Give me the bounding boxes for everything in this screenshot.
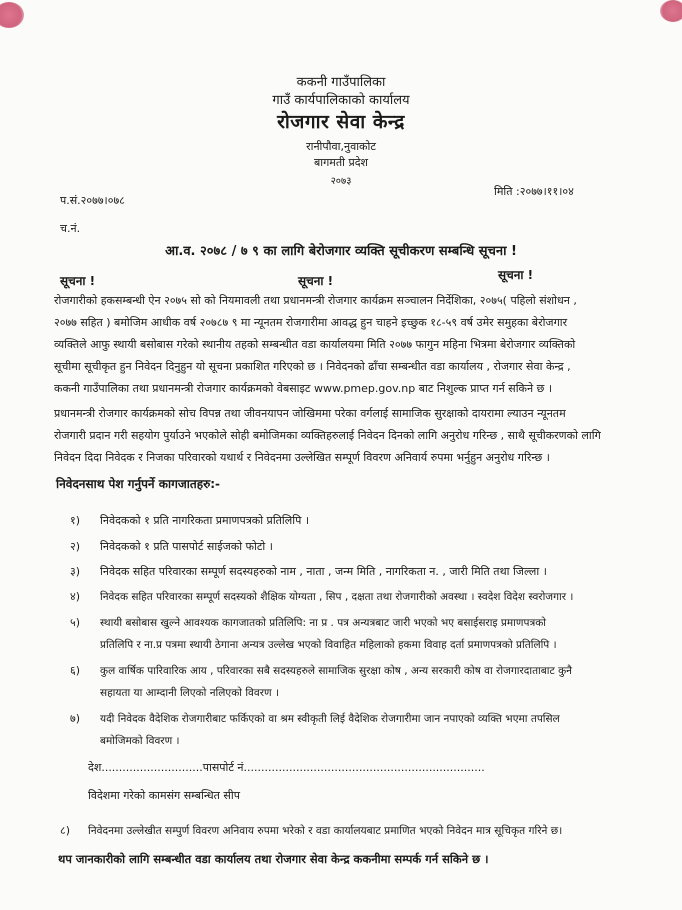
item-number: ८) xyxy=(60,824,71,837)
list-item xyxy=(70,536,630,558)
item-text: निवेदकको १ प्रति नागरिकता प्रमाणपत्रको प्रतिलिपि । xyxy=(100,514,310,527)
paragraph-line: २०७७ सहित ) बमोजिम आधीक वर्ष २०७८७ ९ मा न्यूनतम रोजगारीमा आवद्ध हुन चाहने इच्छुक १८-५९ वर्ष उमेर समुहका बेरोजगार xyxy=(54,316,568,329)
item-text: निवेदनमा उल्लेखीत सम्पुर्ण विवरण अनिवाय रुपमा भरेको र वडा कार्यालयबाट प्रमाणित भएको निवेदन मात्र सूचिकृत गरिने छ। xyxy=(88,825,563,837)
paragraph-line: प्रधानमन्त्री रोजगार कार्यक्रमको सोच विपन्न तथा जीवनयापन जोखिममा परेका वर्गलाई सामाजिक सुरक्षाको दायरामा ल्याउन न्यूनतम xyxy=(54,407,566,420)
header-year: २०७३ xyxy=(330,176,352,187)
paragraph-line: रोजगारी प्रदान गरी सहयोग पुर्याउने भएकोले सोही बमोजिमका व्यक्तिहरुलाई निवेदन दिनको लागि अनुरोध गरिन्छ , साथै सूचीकरणको लागि xyxy=(54,429,601,442)
item-text: निवेदक सहित परिवारका सम्पूर्ण सदस्यहरुको नाम , नाता , जन्म मिति , नागरिकता न. , जारी मिति तथा जिल्ला । xyxy=(100,565,547,578)
item-number: १) xyxy=(70,514,81,527)
item-number: ५) xyxy=(70,616,81,629)
documents-heading: निवेदनसाथ पेश गर्नुपर्ने कागजातहरु:- xyxy=(56,477,221,491)
foreign-skill-label: विदेशमा गरेको कामसंग सम्बन्धित सीप xyxy=(88,789,240,802)
sucana-label-right: सूचना ! xyxy=(498,268,534,282)
item-text: निवेदकको १ प्रति पासपोर्ट साईजको फोटो । xyxy=(100,540,273,553)
paragraph-program xyxy=(54,403,644,469)
item-text: कुल वार्षिक पारिवारिक आय , परिवारका सबै सदस्यहरुले सामाजिक सुरक्षा कोष , अन्य सरकारी कोष वा रोजगारदाताबाट कुनै xyxy=(100,665,573,677)
header-line2: गाउँ कार्यपालिकाको कार्यालय xyxy=(272,93,410,108)
list-item xyxy=(70,612,650,656)
item-number: २) xyxy=(70,540,81,553)
paragraph-line: सूचीमा सूचीकृत हुन निवेदन दिनुहुन यो सूचना प्रकाशित गरिएको छ । निवेदनको ढाँचा सम्बन्धीत वडा कार्यालय , रोजगार सेवा केन्द्र , xyxy=(54,360,571,373)
item-text: प्रतिलिपि र ना.प्र पत्रमा स्थायी ठेगाना अन्यत्र उल्लेख भएको विवाहित महिलाको हकमा विवाह दर्ता प्रमाणपत्रको प्रतिलिपि । xyxy=(100,639,557,651)
paragraph-intro xyxy=(54,290,644,400)
list-item xyxy=(70,586,650,608)
reference-number: प.सं.२०७७।०७८ xyxy=(60,194,125,207)
list-item xyxy=(70,708,650,752)
footer-contact-note: थप जानकारीको लागि सम्बन्धीत वडा कार्यालय तथा रोजगार सेवा केन्द्र ककनीमा सम्पर्क गर्न सकिने छ । xyxy=(58,852,489,866)
chalani-number: च.नं. xyxy=(60,222,81,235)
stamp-mark-left xyxy=(0,2,24,28)
page-title: रोजगार सेवा केन्द्र xyxy=(277,111,405,133)
item-text: यदी निवेदक वैदेशिक रोजगारीबाट फर्किएको वा श्रम स्वीकृती लिई वैदेशिक रोजगारीमा जान नपाएको व्यक्ति भएमा तपसिल xyxy=(100,713,560,725)
item-text: सहायता या आम्दानी लिएको नलिएको विवरण । xyxy=(100,687,279,699)
item-text: निवेदक सहित परिवारका सम्पूर्ण सदस्यको शैक्षिक योग्यता , सिप , दक्षता तथा रोजगारीको अवस्था । स्वदेश विदेश स्वरोजगार । xyxy=(100,591,574,603)
sucana-label-center: सूचना ! xyxy=(298,274,334,288)
country-passport-line: देश.............................पासपोर्ट नं..................................................................... xyxy=(88,761,485,774)
item-number: ६) xyxy=(70,664,81,677)
item-text: बमोजिमको विवरण । xyxy=(100,735,180,747)
list-item xyxy=(70,561,630,583)
item-number: ४) xyxy=(70,590,81,603)
header-address2: बागमती प्रदेश xyxy=(313,156,369,169)
stamp-mark-right xyxy=(660,0,682,22)
sucana-label-left: सूचना ! xyxy=(60,274,96,288)
date-text: मिति :२०७७।११।०४ xyxy=(494,185,574,198)
item-number: ७) xyxy=(70,712,81,725)
header-line1: ककनी गाउँपालिका xyxy=(296,75,386,90)
paragraph-line: व्यक्तिले आफु स्थायी बसोबास गरेको स्थानीय तहको सम्बन्धीत वडा कार्यालयमा मिति २०७७ फागुन महिना भित्रमा बेरोजगार व्यक्तिको xyxy=(54,338,576,351)
list-item xyxy=(60,820,670,842)
paragraph-line: रोजगारीको हकसम्बन्धी ऐन २०७५ सो को नियमावली तथा प्रधानमन्त्री रोजगार कार्यक्रम सञ्चालन निर्देशिका, २०७५( पहिलो संशोधन , xyxy=(54,294,577,307)
paragraph-line: ककनी गाउँपालिका तथा प्रधानमन्त्री रोजगार कार्यक्रमको वेबसाइट www.pmep.gov.np बाट निशुल्क प्राप्त गर्न सकिने छ । xyxy=(54,382,552,395)
paragraph-line: निवेदन दिदा निवेदक र निजका परिवारको यथार्थ र निवेदनमा उल्लेखित सम्पूर्ण विवरण अनिवार्य रुपमा भर्नुहुन अनुरोध गरिन्छ । xyxy=(54,451,550,464)
header-address1: रानीपौवा,नुवाकोट xyxy=(306,140,376,153)
item-text: स्थायी बसोबास खुल्ने आवश्यक कागजातको प्रतिलिपि: ना प्र . पत्र अन्यत्रबाट जारी भएको भए बसाईसराइ प्रमाणपत्रको xyxy=(100,617,547,629)
list-item xyxy=(70,510,630,532)
item-number: ३) xyxy=(70,565,81,578)
notice-title: आ.व. २०७८ / ७ ९ का लागि बेरोजगार व्यक्ति सूचीकरण सम्बन्धि सूचना ! xyxy=(165,244,517,259)
list-item xyxy=(70,660,650,704)
